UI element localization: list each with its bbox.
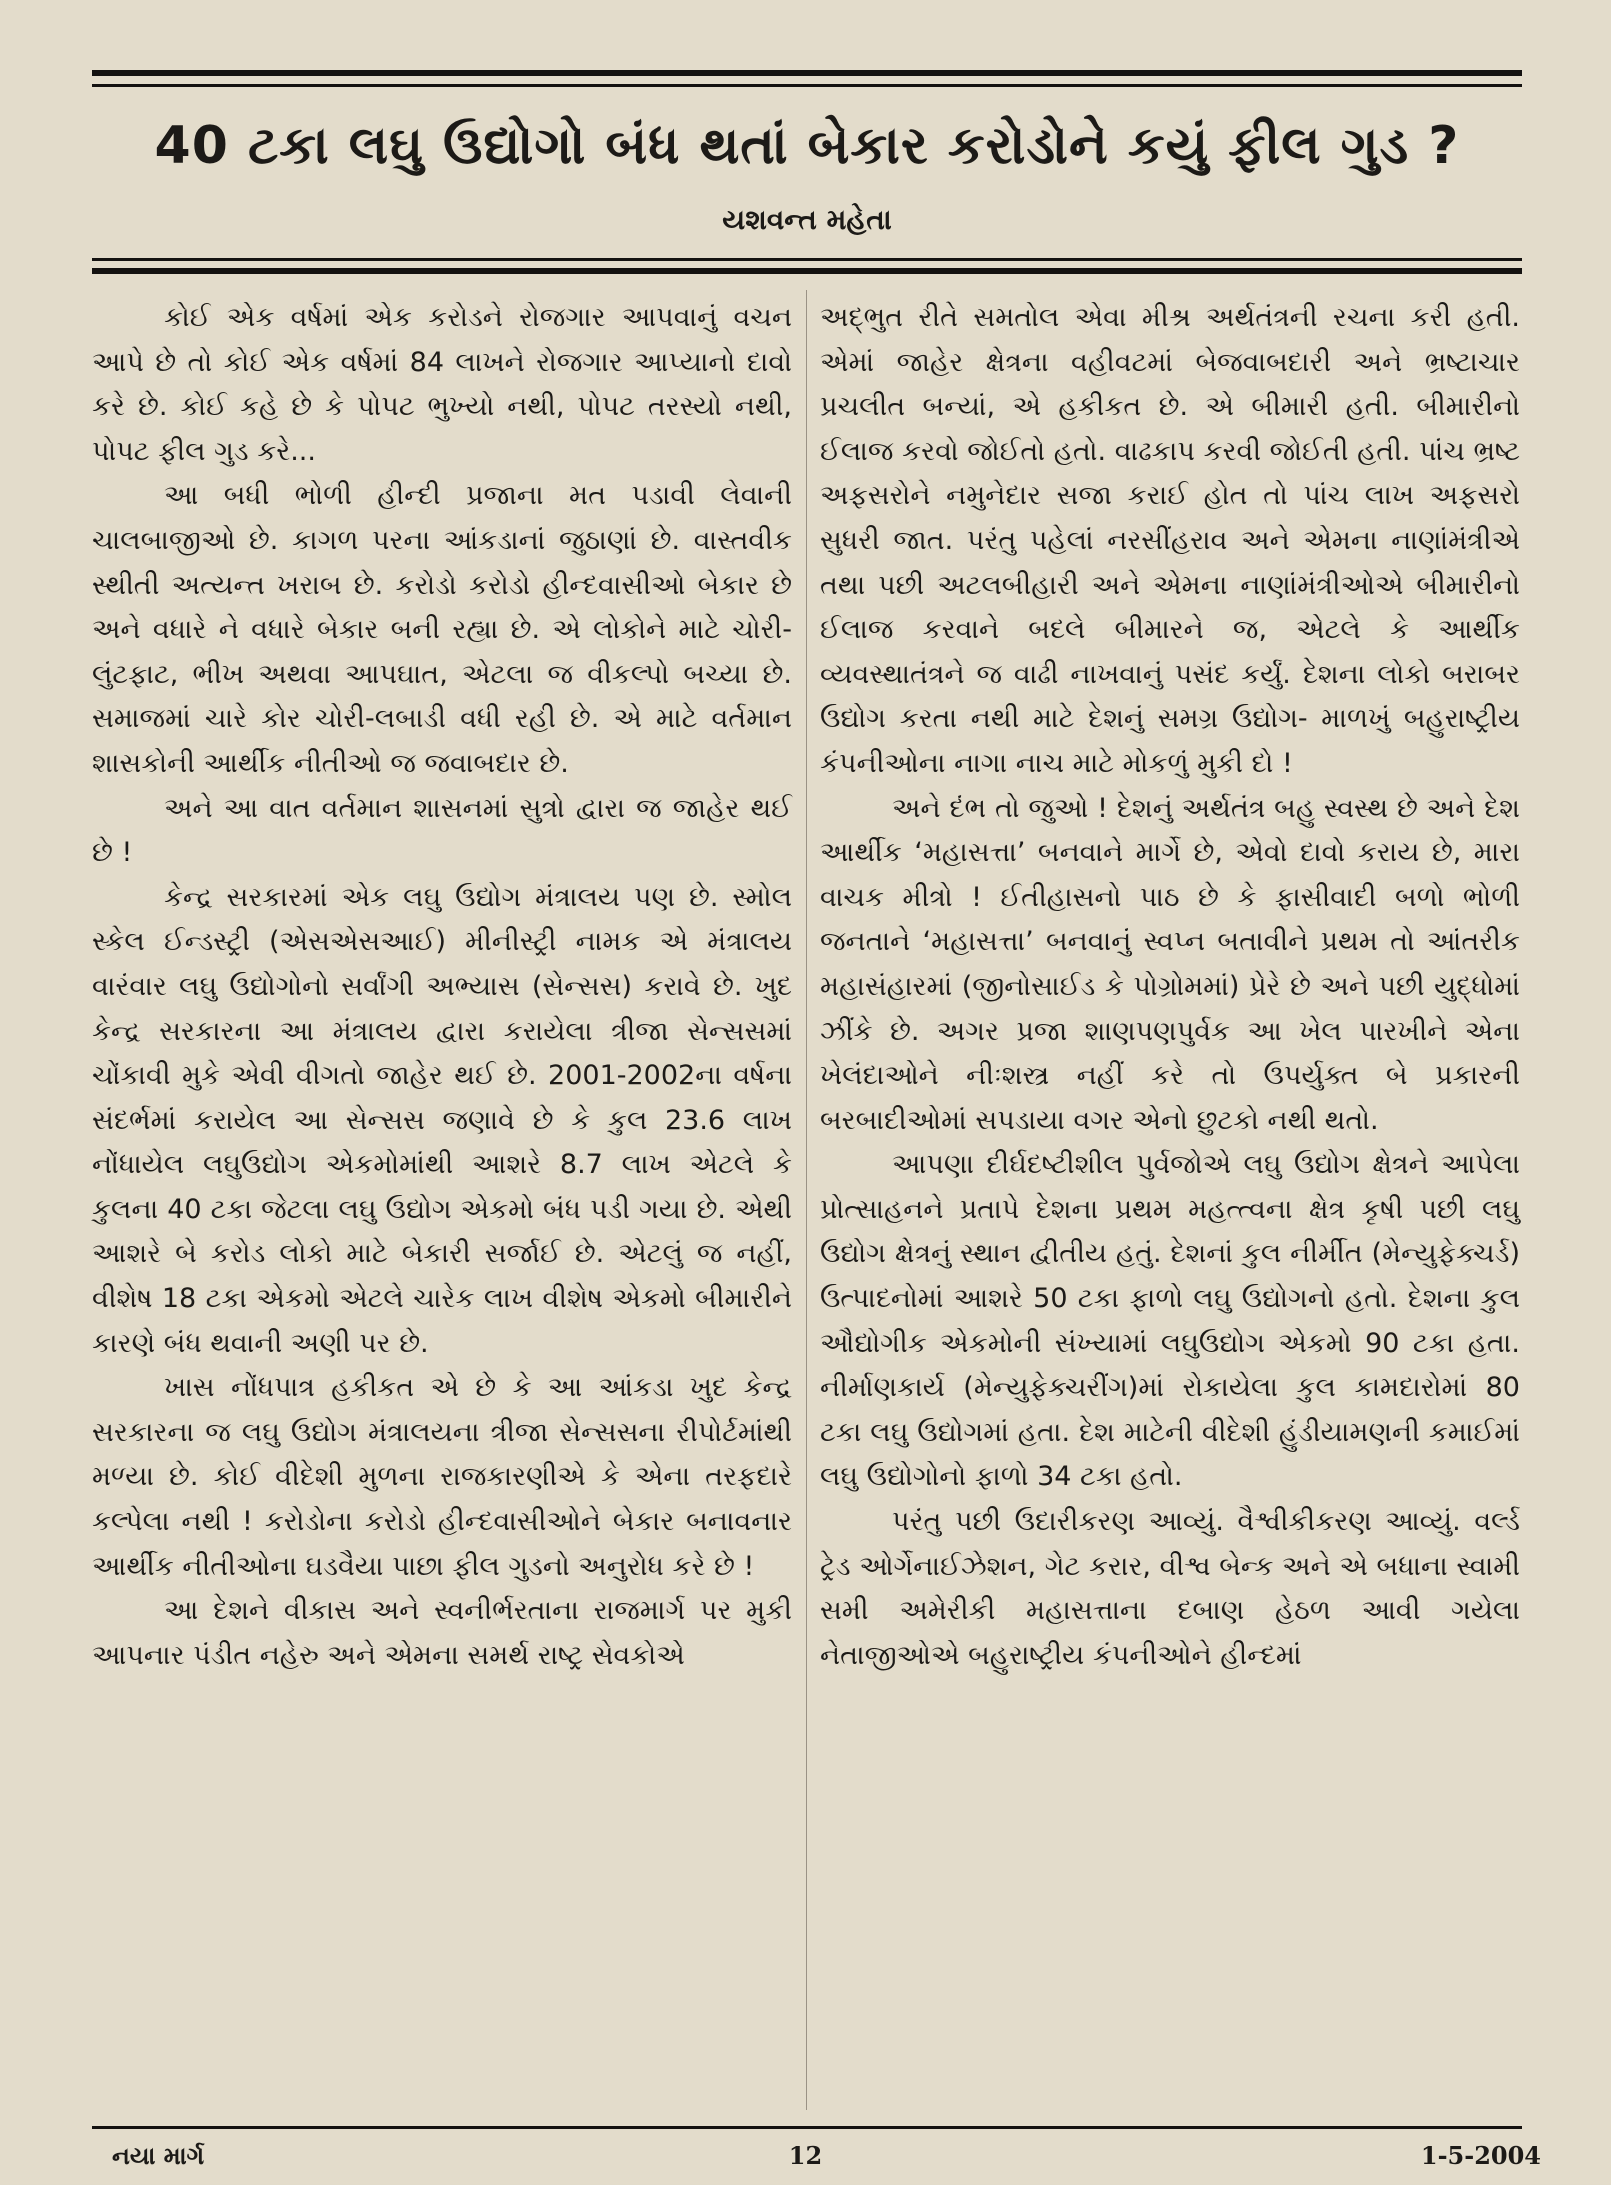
header-rule-thin <box>92 258 1522 261</box>
paragraph: પરંતુ પછી ઉદારીકરણ આવ્યું. વૈશ્વીકીકરણ આવ્યું. વર્લ્ડ ટ્રેડ ઓર્ગેનાઈઝેશન, ગેટ કરાર, વીશ્વ બેન્ક અને એ બધાના સ્વામી સમી અમેરીકી મહાસત્તાના દબાણ હેઠળ આવી ગયેલા નેતાજીઓએ બહુરાષ્ટ્રીય કંપનીઓને હીન્દમાં <box>820 1506 1520 1671</box>
paragraph: ખાસ નોંધપાત્ર હકીકત એ છે કે આ આંકડા ખુદ કેન્દ્ર સરકારના જ લઘુ ઉદ્યોગ મંત્રાલયના ત્રીજા સેન્સસના રીપોર્ટમાંથી મળ્યા છે. કોઈ વીદેશી મુળના રાજકારણીએ કે એના તરફદારે કલ્પેલા નથી ! કરોડોના કરોડો હીન્દવાસીઓને બેકાર બનાવનાર આર્થીક નીતીઓના ઘડવૈયા પાછા ફીલ ગુડનો અનુરોધ કરે છે ! <box>92 1372 792 1582</box>
left-column <box>92 296 792 1678</box>
column-divider <box>806 290 807 2110</box>
header-rule-thick <box>92 268 1522 274</box>
publication-name: નયા માર્ગ <box>112 2142 205 2170</box>
paragraph: અને દંભ તો જુઓ ! દેશનું અર્થતંત્ર બહુ સ્વસ્થ છે અને દેશ આર્થીક ‘મહાસત્તા’ બનવાને માર્ગે છે, એવો દાવો કરાય છે, મારા વાચક મીત્રો ! ઈતીહાસનો પાઠ છે કે ફાસીવાદી બળો ભોળી જનતાને ‘મહાસત્તા’ બનવાનું સ્વપ્ન બતાવીને પ્રથમ તો આંતરીક મહાસંહારમાં (જીનોસાઈડ કે પોગ્રોમમાં) પ્રેરે છે અને પછી યુદ્ધોમાં ઝીંકે છે. અગર પ્રજા શાણપણપુર્વક આ ખેલ પારખીને એના ખેલંદાઓને નીઃશસ્ત્ર નહીં કરે તો ઉપર્યુક્ત બે પ્રકારની બરબાદીઓમાં સપડાયા વગર એનો છુટકો નથી થતો. <box>820 792 1520 1136</box>
top-rule-thin <box>92 84 1522 87</box>
paragraph: અને આ વાત વર્તમાન શાસનમાં સુત્રો દ્વારા જ જાહેર થઈ છે ! <box>92 792 792 869</box>
paragraph: આપણા દીર્ઘદષ્ટીશીલ પુર્વજોએ લઘુ ઉદ્યોગ ક્ષેત્રને આપેલા પ્રોત્સાહનને પ્રતાપે દેશના પ્રથમ મહત્ત્વના ક્ષેત્ર કૃષી પછી લઘુ ઉદ્યોગ ક્ષેત્રનું સ્થાન દ્વીતીય હતું. દેશનાં કુલ નીર્મીત (મેન્યુફેક્ચર્ડ) ઉત્પાદનોમાં આશરે 50 ટકા ફાળો લઘુ ઉદ્યોગનો હતો. દેશના કુલ ઔદ્યોગીક એકમોની સંખ્યામાં લઘુઉદ્યોગ એકમો 90 ટકા હતા. નીર્માણકાર્ય (મેન્યુફેક્ચરીંગ)માં રોકાયેલા કુલ કામદારોમાં 80 ટકા લઘુ ઉદ્યોગમાં હતા. દેશ માટેની વીદેશી હુંડીયામણની કમાઈમાં લઘુ ઉદ્યોગોનો ફાળો 34 ટકા હતો. <box>820 1149 1520 1493</box>
right-column <box>820 296 1520 1678</box>
article-author: યશવન્ત મહેતા <box>722 203 892 236</box>
paragraph: અદ્ભુત રીતે સમતોલ એવા મીશ્ર અર્થતંત્રની રચના કરી હતી. એમાં જાહેર ક્ષેત્રના વહીવટમાં બેજવાબદારી અને ભ્રષ્ટાચાર પ્રચલીત બન્યાં, એ હકીકત છે. એ બીમારી હતી. બીમારીનો ઈલાજ કરવો જોઈતો હતો. વાઢકાપ કરવી જોઈતી હતી. પાંચ ભ્રષ્ટ અફસરોને નમુનેદાર સજા કરાઈ હોત તો પાંચ લાખ અફસરો સુધરી જાત. પરંતુ પહેલાં નરસીંહરાવ અને એમના નાણાંમંત્રીએ તથા પછી અટલબીહારી અને એમના નાણાંમંત્રીઓએ બીમારીનો ઈલાજ કરવાને બદલે બીમારને જ, એટલે કે આર્થીક વ્યવસ્થાતંત્રને જ વાઢી નાખવાનું પસંદ કર્યું. દેશના લોકો બરાબર ઉદ્યોગ કરતા નથી માટે દેશનું સમગ્ર ઉદ્યોગ- માળખું બહુરાષ્ટ્રીય કંપનીઓના નાગા નાચ માટે મોકળું મુકી દો ! <box>820 302 1520 779</box>
paragraph: આ બધી ભોળી હીન્દી પ્રજાના મત પડાવી લેવાની ચાલબાજીઓ છે. કાગળ પરના આંકડાનાં જુઠાણાં છે. વાસ્તવીક સ્થીતી અત્યન્ત ખરાબ છે. કરોડો કરોડો હીન્દવાસીઓ બેકાર છે અને વધારે ને વધારે બેકાર બની રહ્યા છે. એ લોકોને માટે ચોરી-લુંટફાટ, ભીખ અથવા આપઘાત, એટલા જ વીકલ્પો બચ્યા છે. સમાજમાં ચારે કોર ચોરી-લબાડી વધી રહી છે. એ માટે વર્તમાન શાસકોની આર્થીક નીતીઓ જ જવાબદાર છે. <box>92 480 792 779</box>
article-title: 40 ટકા લઘુ ઉદ્યોગો બંધ થતાં બેકાર કરોડોને કયું ફીલ ગુડ ? <box>154 116 1460 176</box>
issue-date: 1-5-2004 <box>1420 2141 1541 2170</box>
paragraph: કોઈ એક વર્ષમાં એક કરોડને રોજગાર આપવાનું વચન આપે છે તો કોઈ એક વર્ષમાં 84 લાખને રોજગાર આપ્યાનો દાવો કરે છે. કોઈ કહે છે કે પોપટ ભુખ્યો નથી, પોપટ તરસ્યો નથી, પોપટ ફીલ ગુડ કરે... <box>92 302 792 467</box>
top-rule-thick <box>92 70 1522 76</box>
page-number: 12 <box>788 2141 823 2170</box>
paragraph: આ દેશને વીકાસ અને સ્વનીર્ભરતાના રાજમાર્ગ પર મુકી આપનાર પંડીત નહેરુ અને એમના સમર્થ રાષ્ટ્ર સેવકોએ <box>92 1595 792 1671</box>
footer-rule <box>92 2126 1522 2129</box>
paragraph: કેન્દ્ર સરકારમાં એક લઘુ ઉદ્યોગ મંત્રાલય પણ છે. સ્મોલ સ્કેલ ઈન્ડસ્ટ્રી (એસએસઆઈ) મીનીસ્ટ્રી નામક એ મંત્રાલય વારંવાર લઘુ ઉદ્યોગોનો સર્વાંગી અભ્યાસ (સેન્સસ) કરાવે છે. ખુદ કેન્દ્ર સરકારના આ મંત્રાલય દ્વારા કરાયેલા ત્રીજા સેન્સસમાં ચોંકાવી મુકે એવી વીગતો જાહેર થઈ છે. 2001-2002ના વર્ષના સંદર્ભમાં કરાયેલ આ સેન્સસ જણાવે છે કે કુલ 23.6 લાખ નોંધાયેલ લઘુઉદ્યોગ એકમોમાંથી આશરે 8.7 લાખ એટલે કે કુલના 40 ટકા જેટલા લઘુ ઉદ્યોગ એકમો બંધ પડી ગયા છે. એથી આશરે બે કરોડ લોકો માટે બેકારી સર્જાઈ છે. એટલું જ નહીં, વીશેષ 18 ટકા એકમો એટલે ચારેક લાખ વીશેષ એકમો બીમારીને કારણે બંધ થવાની અણી પર છે. <box>92 881 792 1359</box>
